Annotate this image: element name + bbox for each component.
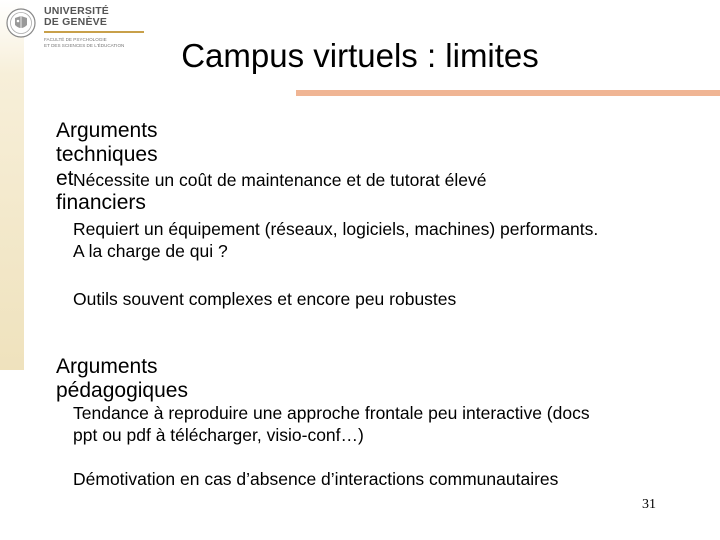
bullet-line: Nécessite un coût de maintenance et de tutorat élevé [73, 170, 487, 190]
page-number: 31 [642, 497, 656, 512]
bullet-point [73, 402, 693, 446]
university-logo [6, 6, 148, 56]
bullet-line: Requiert un équipement (réseaux, logiciels, machines) performants. [73, 219, 599, 239]
slide-title: Campus virtuels : limites [181, 37, 539, 74]
bullet-point [73, 218, 693, 262]
university-seal-icon [6, 8, 36, 38]
university-name-line1: UNIVERSITÉ [44, 5, 110, 17]
faculty-name-line2: ET DES SCIENCES DE L'ÉDUCATION [44, 43, 125, 48]
bullet-line: ppt ou pdf à télécharger, visio-conf…) [73, 425, 364, 445]
bullet-point [73, 468, 693, 490]
bullet-line: A la charge de qui ? [73, 241, 228, 261]
section-heading-pedagogical: Arguments pédagogiques [56, 355, 188, 402]
university-name-line2: DE GENÈVE [44, 16, 108, 28]
logo-divider [44, 31, 144, 33]
faculty-name-line1: FACULTÉ DE PSYCHOLOGIE [44, 37, 107, 42]
bullet-point [73, 288, 693, 310]
title-underline [296, 90, 720, 96]
bullet-line: Tendance à reproduire une approche frontale peu interactive (docs [73, 403, 590, 423]
university-name [44, 6, 148, 28]
faculty-name [44, 37, 148, 49]
section-heading-technical: Arguments techniques et financiers [56, 119, 158, 214]
bullet-line: Démotivation en cas d’absence d’interactions communautaires [73, 469, 559, 489]
bullet-line: Outils souvent complexes et encore peu robustes [73, 289, 457, 309]
bullet-point [73, 169, 693, 191]
